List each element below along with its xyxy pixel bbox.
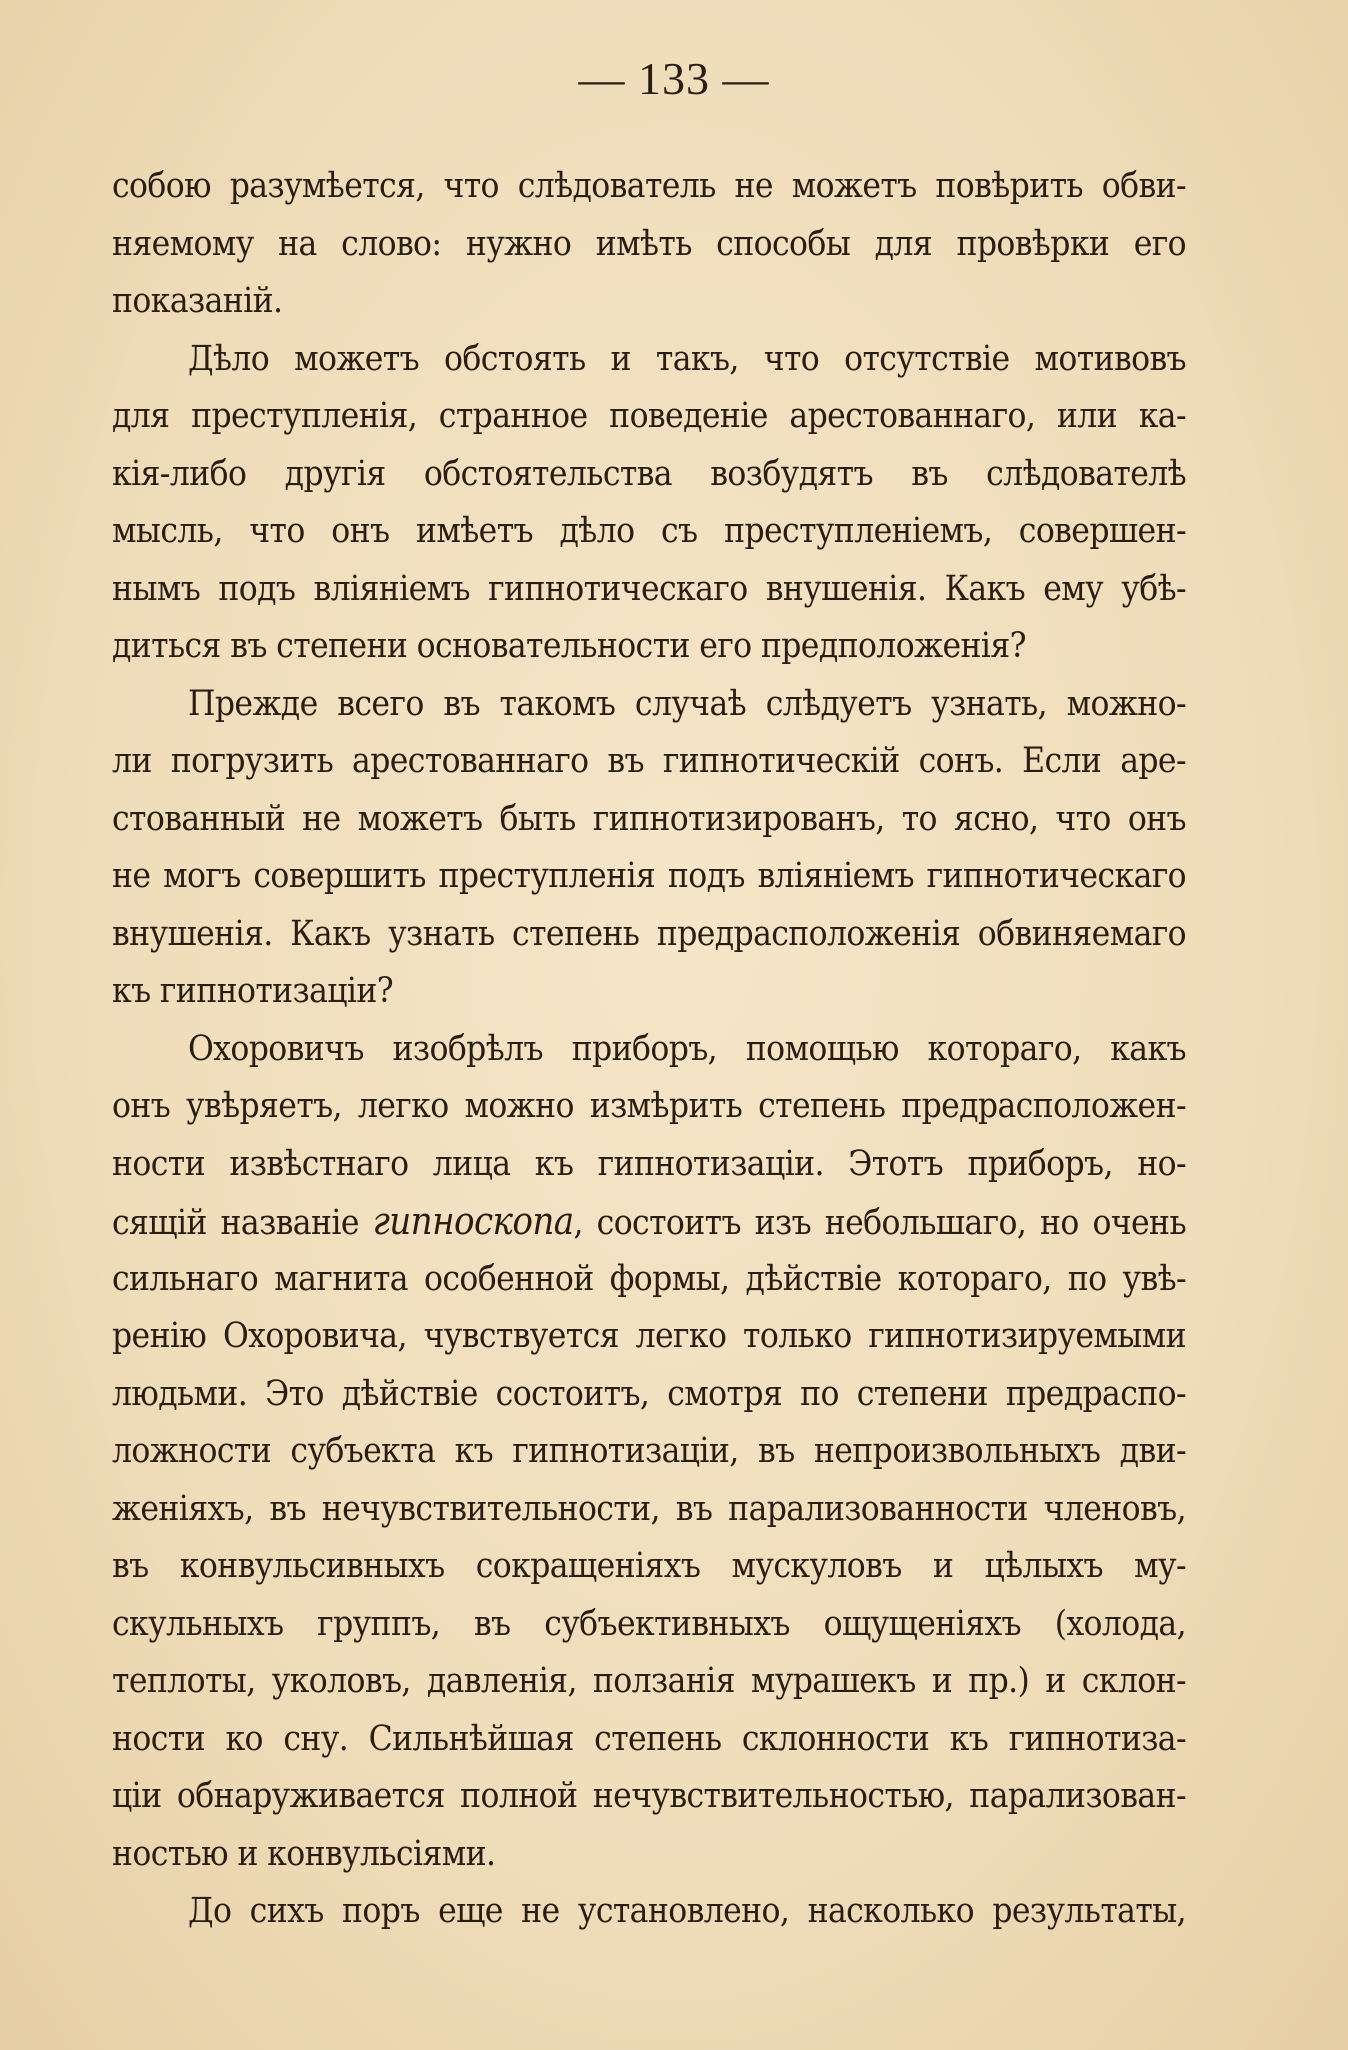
text-line-with-emphasis (112, 1193, 1186, 1251)
emphasized-term: гипноскопа (372, 1199, 574, 1243)
text-line: въ конвульсивныхъ сокращеніяхъ мускуловъ и цѣлыхъ му- (112, 1546, 1186, 1586)
text-line: собою разумѣется, что слѣдователь не можетъ повѣрить обви- (112, 166, 1186, 206)
body-text (112, 158, 1186, 1941)
text-line: женіяхъ, въ нечувствительности, въ парализованности членовъ, (112, 1488, 1186, 1529)
text-line: ли погрузить арестованнаго въ гипнотическій сонъ. Если аре- (112, 741, 1186, 781)
text-line: диться въ степени основательности его предположенія? (112, 626, 1026, 666)
text-line: показаній. (112, 281, 283, 321)
text-line: теплоты, уколовъ, давленія, ползанія мурашекъ и пр.) и склон- (112, 1661, 1186, 1701)
text-line: внушенія. Какъ узнать степень предрасположенія обвиняемаго (112, 913, 1186, 954)
text-line: людьми. Это дѣйствіе состоитъ, смотря по степени предраспо- (112, 1373, 1186, 1414)
text-line: Дѣло можетъ обстоять и такъ, что отсутствіе мотивовъ (188, 338, 1186, 379)
text-line: скульныхъ группъ, въ субъективныхъ ощущеніяхъ (холода, (112, 1603, 1186, 1644)
text-segment: сящій названіе (112, 1203, 373, 1243)
text-line: ности ко сну. Сильнѣйшая степень склонности къ гипнотиза- (112, 1718, 1186, 1759)
page-number: — 133 — (578, 53, 770, 104)
text-line: сильнаго магнита особенной формы, дѣйствіе котораго, по увѣ- (112, 1258, 1186, 1299)
text-line: ложности субъекта къ гипнотизаціи, въ непроизвольныхъ дви- (112, 1431, 1186, 1471)
text-line: ціи обнаруживается полной нечувствительностью, парализован- (112, 1776, 1186, 1816)
text-line: нымъ подъ вліяніемъ гипнотическаго внушенія. Какъ ему убѣ- (112, 568, 1186, 609)
text-line: для преступленія, странное поведеніе арестованнаго, или ка- (112, 396, 1186, 436)
text-line: ности извѣстнаго лица къ гипнотизаціи. Этотъ приборъ, но- (112, 1143, 1186, 1184)
text-line: мысль, что онъ имѣетъ дѣло съ преступленіемъ, совершен- (112, 511, 1186, 551)
text-segment: , состоитъ изъ небольшаго, но очень (573, 1203, 1186, 1243)
text-line: къ гипнотизаціи? (112, 971, 394, 1011)
text-line: ностью и конвульсіями. (112, 1833, 496, 1874)
text-line: Прежде всего въ такомъ случаѣ слѣдуетъ узнать, можно- (188, 683, 1186, 724)
text-line: няемому на слово: нужно имѣть способы для провѣрки его (112, 223, 1186, 264)
text-line: Охоровичъ изобрѣлъ приборъ, помощью котораго, какъ (188, 1028, 1186, 1069)
text-line: кія-либо другія обстоятельства возбудятъ въ слѣдователѣ (112, 453, 1186, 494)
text-line: ренію Охоровича, чувствуется легко только гипнотизируемыми (112, 1316, 1186, 1356)
text-line: онъ увѣряетъ, легко можно измѣрить степень предрасположен- (112, 1086, 1186, 1126)
text-line: не могъ совершить преступленія подъ вліяніемъ гипнотическаго (112, 856, 1186, 896)
text-line: стованный не можетъ быть гипнотизированъ, то ясно, что онъ (112, 798, 1186, 839)
text-line: До сихъ поръ еще не установлено, насколько результаты, (188, 1891, 1186, 1931)
